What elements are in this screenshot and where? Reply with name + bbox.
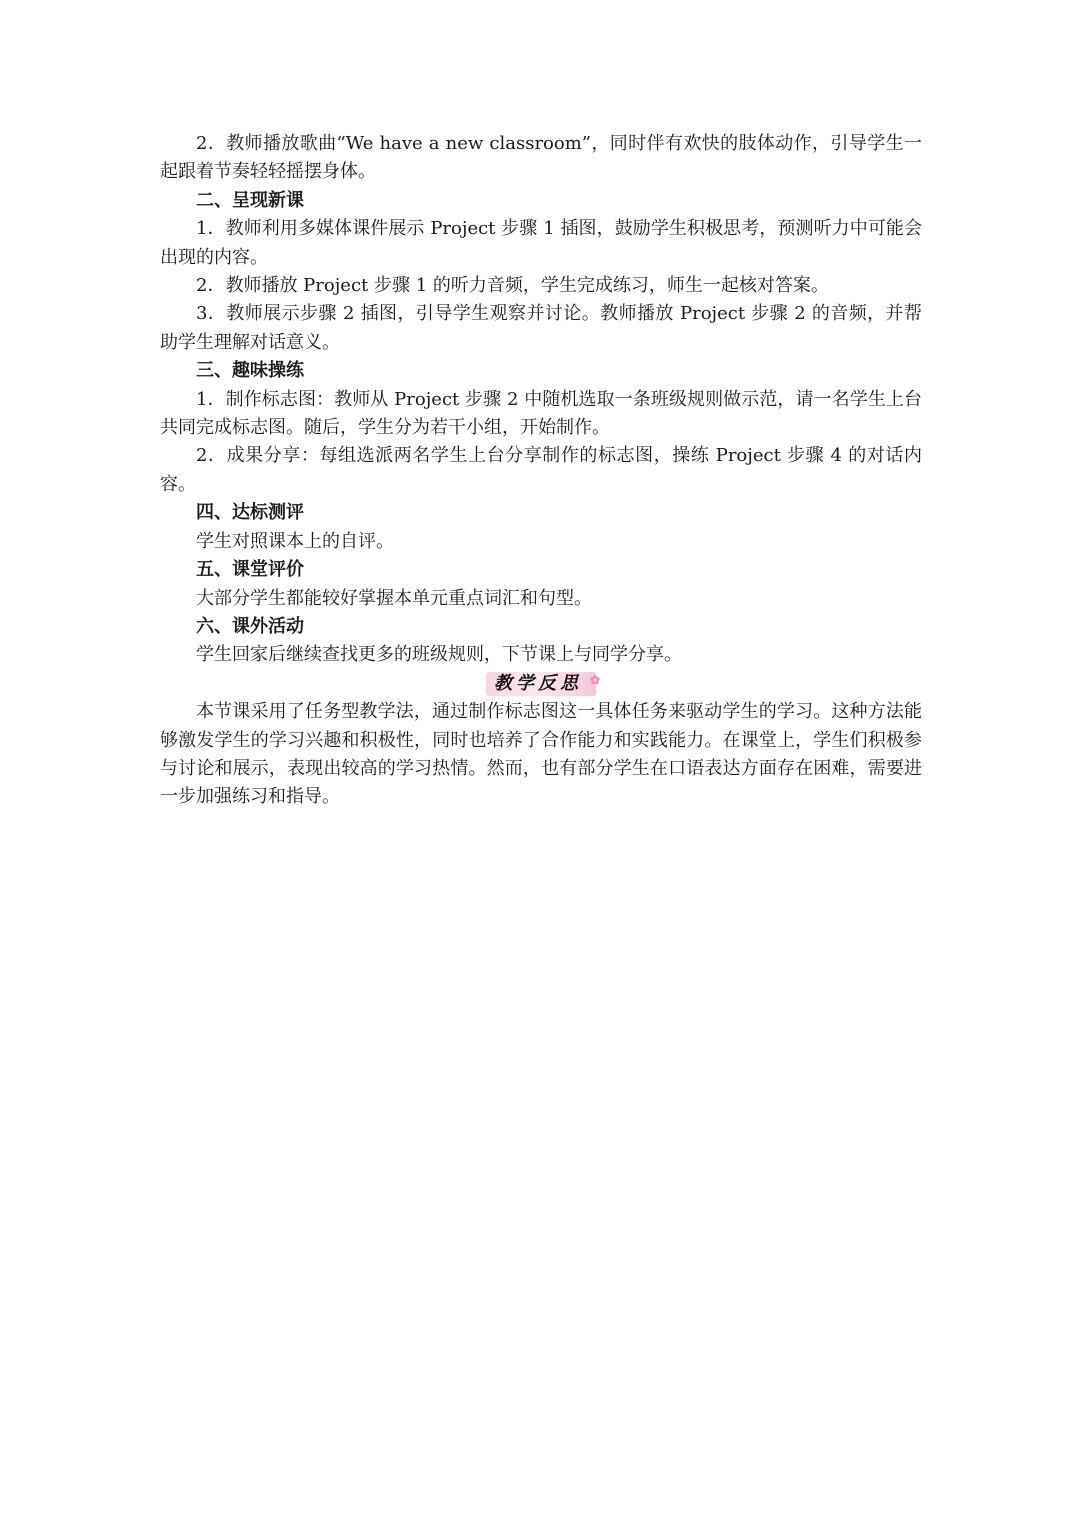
reflection-banner-label: 教学反思 — [494, 673, 582, 695]
section-heading-present-new-lesson: 二、呈现新课 — [196, 189, 304, 211]
paragraph-song-activity: 2．教师播放歌曲“We have a new classroom”，同时伴有欢快的肢体动作，引导学生一起跟着节奏轻轻摇摆身体。 — [160, 133, 922, 183]
section-heading-extracurricular: 六、课外活动 — [196, 615, 304, 637]
paragraph-make-sign: 1．制作标志图：教师从 Project 步骤 2 中随机选取一条班级规则做示范，请一名学生上台共同完成标志图。随后，学生分为若干小组，开始制作。 — [160, 388, 922, 439]
flower-icon: ✿ — [589, 673, 600, 688]
paragraph-step1-audio: 2．教师播放 Project 步骤 1 的听力音频，学生完成练习，师生一起核对答案。 — [196, 275, 829, 297]
paragraph-step2-discussion: 3．教师展示步骤 2 插图，引导学生观察并讨论。教师播放 Project 步骤 2 的音频，并帮助学生理解对话意义。 — [160, 303, 922, 353]
section-heading-fun-practice: 三、趣味操练 — [196, 360, 304, 382]
paragraph-reflection: 本节课采用了任务型教学法，通过制作标志图这一具体任务来驱动学生的学习。这种方法能够激发学生的学习兴趣和积极性，同时也培养了合作能力和实践能力。在课堂上，学生们积极参与讨论和展示，表现出较高的学习热情。然而，也有部分学生在口语表达方面存在困难，需要进一步加强练习和指导。 — [160, 701, 922, 808]
reflection-banner — [486, 672, 600, 696]
section-heading-class-evaluation: 五、课堂评价 — [196, 559, 304, 581]
paragraph-share-results: 2．成果分享：每组选派两名学生上台分享制作的标志图，操练 Project 步骤 4 的对话内容。 — [160, 445, 922, 495]
reflection-banner-row — [160, 670, 922, 698]
document-body — [160, 130, 922, 812]
paragraph-step1-illustration: 1．教师利用多媒体课件展示 Project 步骤 1 插图，鼓励学生积极思考，预测听力中可能会出现的内容。 — [160, 218, 922, 268]
paragraph-homework: 学生回家后继续查找更多的班级规则，下节课上与同学分享。 — [196, 644, 682, 666]
paragraph-evaluation: 大部分学生都能较好掌握本单元重点词汇和句型。 — [196, 587, 592, 609]
paragraph-self-assessment: 学生对照课本上的自评。 — [196, 530, 394, 552]
section-heading-assessment: 四、达标测评 — [196, 502, 304, 524]
